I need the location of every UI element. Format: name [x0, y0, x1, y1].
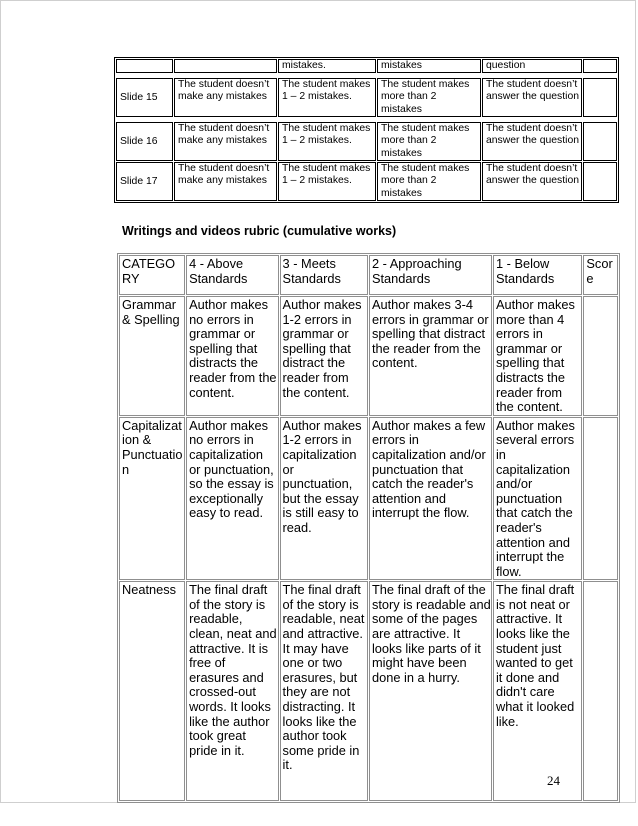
section-title: Writings and videos rubric (cumulative works): [122, 224, 397, 238]
category-cell: Grammar & Spelling: [119, 296, 185, 416]
row-spacer: [116, 118, 617, 121]
row-spacer: [116, 74, 617, 77]
table-row: [116, 78, 617, 117]
table-cell: mistakes.: [278, 59, 376, 73]
table-cell: The final draft of the story is readable, clean, neat and attractive. It is free of erasures and crossed-out words. It looks like the author took great pride in it.: [186, 581, 278, 801]
score-cell: [583, 78, 617, 117]
table-cell: The student doesn’t answer the question: [482, 162, 582, 201]
slide-rubric-table: [114, 57, 619, 203]
table-cell: The student doesn’t make any mistakes: [174, 122, 277, 161]
score-cell: [583, 122, 617, 161]
table-cell: Author makes a few errors in capitalization and/or punctuation that catch the reader's attention and interrupt the flow.: [369, 417, 492, 581]
slide-label: Slide 15: [116, 78, 173, 117]
table-cell: Author makes 1-2 errors in capitalization or punctuation, but the essay is still easy to read.: [280, 417, 368, 581]
column-header-3: 3 - Meets Standards: [280, 255, 368, 295]
table-row: [116, 162, 617, 201]
table-row: [119, 581, 618, 801]
writing-rubric-table: [117, 253, 620, 803]
table-cell: The student makes more than 2 mistakes: [377, 162, 481, 201]
table-cell: [583, 59, 617, 73]
table-cell: Author makes no errors in grammar or spelling that distracts the reader from the content.: [186, 296, 278, 416]
category-cell: Capitalization & Punctuation: [119, 417, 185, 581]
table-cell: The student doesn’t answer the question: [482, 122, 582, 161]
table-cell: The student doesn’t make any mistakes: [174, 162, 277, 201]
category-cell: Neatness: [119, 581, 185, 801]
table-row: [119, 296, 618, 416]
table-cell: The final draft is not neat or attractive. It looks like the student just wanted to get it done and didn't care what it looked like.: [493, 581, 582, 801]
table-cell: Author makes 3-4 errors in grammar or spelling that distract the reader from the content.: [369, 296, 492, 416]
table-row: [119, 417, 618, 581]
score-cell: [583, 296, 618, 416]
page-number: 24: [547, 773, 560, 788]
table-cell: Author makes 1-2 errors in grammar or spelling that distract the reader from the content.: [280, 296, 368, 416]
score-cell: [583, 581, 618, 801]
column-header-category: CATEGORY: [119, 255, 185, 295]
slide-label: Slide 17: [116, 162, 173, 201]
table-cell: The student makes more than 2 mistakes: [377, 78, 481, 117]
table-cell: The student makes 1 – 2 mistakes.: [278, 78, 376, 117]
table-cell: Author makes several errors in capitalization and/or punctuation that catch the reader's attention and interrupt the flow.: [493, 417, 582, 581]
table-row: [116, 59, 617, 73]
table-cell: Author makes no errors in capitalization or punctuation, so the essay is exceptionally easy to read.: [186, 417, 278, 581]
slide-label: Slide 16: [116, 122, 173, 161]
column-header-2: 2 - Approaching Standards: [369, 255, 492, 295]
header-row: [119, 255, 618, 295]
table-cell: mistakes: [377, 59, 481, 73]
table-cell: question: [482, 59, 582, 73]
score-cell: [583, 162, 617, 201]
column-header-score: Score: [583, 255, 618, 295]
column-header-1: 1 - Below Standards: [493, 255, 582, 295]
table-cell: The final draft of the story is readable, neat and attractive. It may have one or two erasures, but they are not distracting. It looks like the author took some pride in it.: [280, 581, 368, 801]
table-cell: The student doesn’t answer the question: [482, 78, 582, 117]
score-cell: [583, 417, 618, 581]
table-cell: The student makes 1 – 2 mistakes.: [278, 162, 376, 201]
column-header-4: 4 - Above Standards: [186, 255, 278, 295]
table-cell: The student makes 1 – 2 mistakes.: [278, 122, 376, 161]
table-cell: The final draft of the story is readable and some of the pages are attractive. It looks like parts of it might have been done in a hurry.: [369, 581, 492, 801]
table-cell: [116, 59, 173, 73]
table-row: [116, 122, 617, 161]
table-cell: The student doesn’t make any mistakes: [174, 78, 277, 117]
table-cell: Author makes more than 4 errors in grammar or spelling that distracts the reader from the content.: [493, 296, 582, 416]
table-cell: [174, 59, 277, 73]
table-cell: The student makes more than 2 mistakes: [377, 122, 481, 161]
